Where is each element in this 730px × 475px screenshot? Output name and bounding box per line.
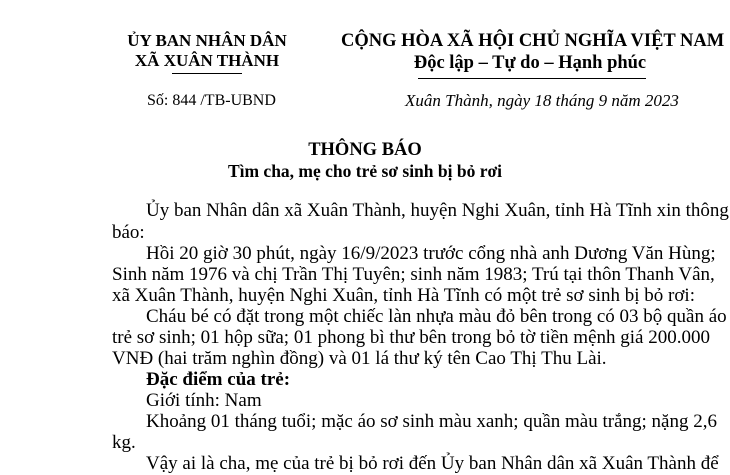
body-line: Ủy ban Nhân dân xã Xuân Thành, huyện Nghi Xuân, tỉnh Hà Tĩnh xin thông	[146, 200, 729, 221]
body-line: Cháu bé có đặt trong một chiếc làn nhựa màu đỏ bên trong có 03 bộ quần áo	[146, 306, 727, 327]
body-line: trẻ sơ sinh; 01 hộp sữa; 01 phong bì thư bên trong bỏ tờ tiền mệnh giá 200.000	[112, 327, 710, 348]
section-heading: Đặc điểm của trẻ:	[146, 369, 291, 390]
body-line: xã Xuân Thành, huyện Nghi Xuân, tỉnh Hà Tĩnh có một trẻ sơ sinh bị bỏ rơi:	[112, 285, 695, 306]
agency-underline	[172, 73, 242, 74]
document-number: Số: 844 /TB-UBND	[147, 92, 276, 109]
agency-name-line2: XÃ XUÂN THÀNH	[134, 51, 280, 70]
document-subtitle: Tìm cha, mẹ cho trẻ sơ sinh bị bỏ rơi	[227, 161, 503, 181]
agency-name-line1: ỦY BAN NHÂN DÂN	[127, 31, 287, 50]
national-title: CỘNG HÒA XÃ HỘI CHỦ NGHĨA VIỆT NAM	[341, 31, 725, 51]
body-line: Giới tính: Nam	[146, 390, 262, 411]
body-line: Vậy ai là cha, mẹ của trẻ bị bỏ rơi đến Ủy ban Nhân dân xã Xuân Thành để	[146, 453, 719, 474]
document-title: THÔNG BÁO	[308, 140, 422, 160]
body-line: VNĐ (hai trăm nghìn đồng) và 01 lá thư ký tên Cao Thị Thu Lài.	[112, 348, 607, 369]
body-line: Khoảng 01 tháng tuổi; mặc áo sơ sinh màu xanh; quần màu trắng; nặng 2,6	[146, 411, 717, 432]
national-motto: Độc lập – Tự do – Hạnh phúc	[413, 53, 647, 73]
motto-underline	[418, 78, 646, 79]
body-line: kg.	[112, 432, 136, 453]
body-line: Sinh năm 1976 và chị Trần Thị Tuyên; sinh năm 1983; Trú tại thôn Thanh Vân,	[112, 264, 715, 285]
place-and-date: Xuân Thành, ngày 18 tháng 9 năm 2023	[405, 91, 679, 110]
body-line: báo:	[112, 222, 145, 243]
body-line: Hồi 20 giờ 30 phút, ngày 16/9/2023 trước cổng nhà anh Dương Văn Hùng;	[146, 243, 716, 264]
